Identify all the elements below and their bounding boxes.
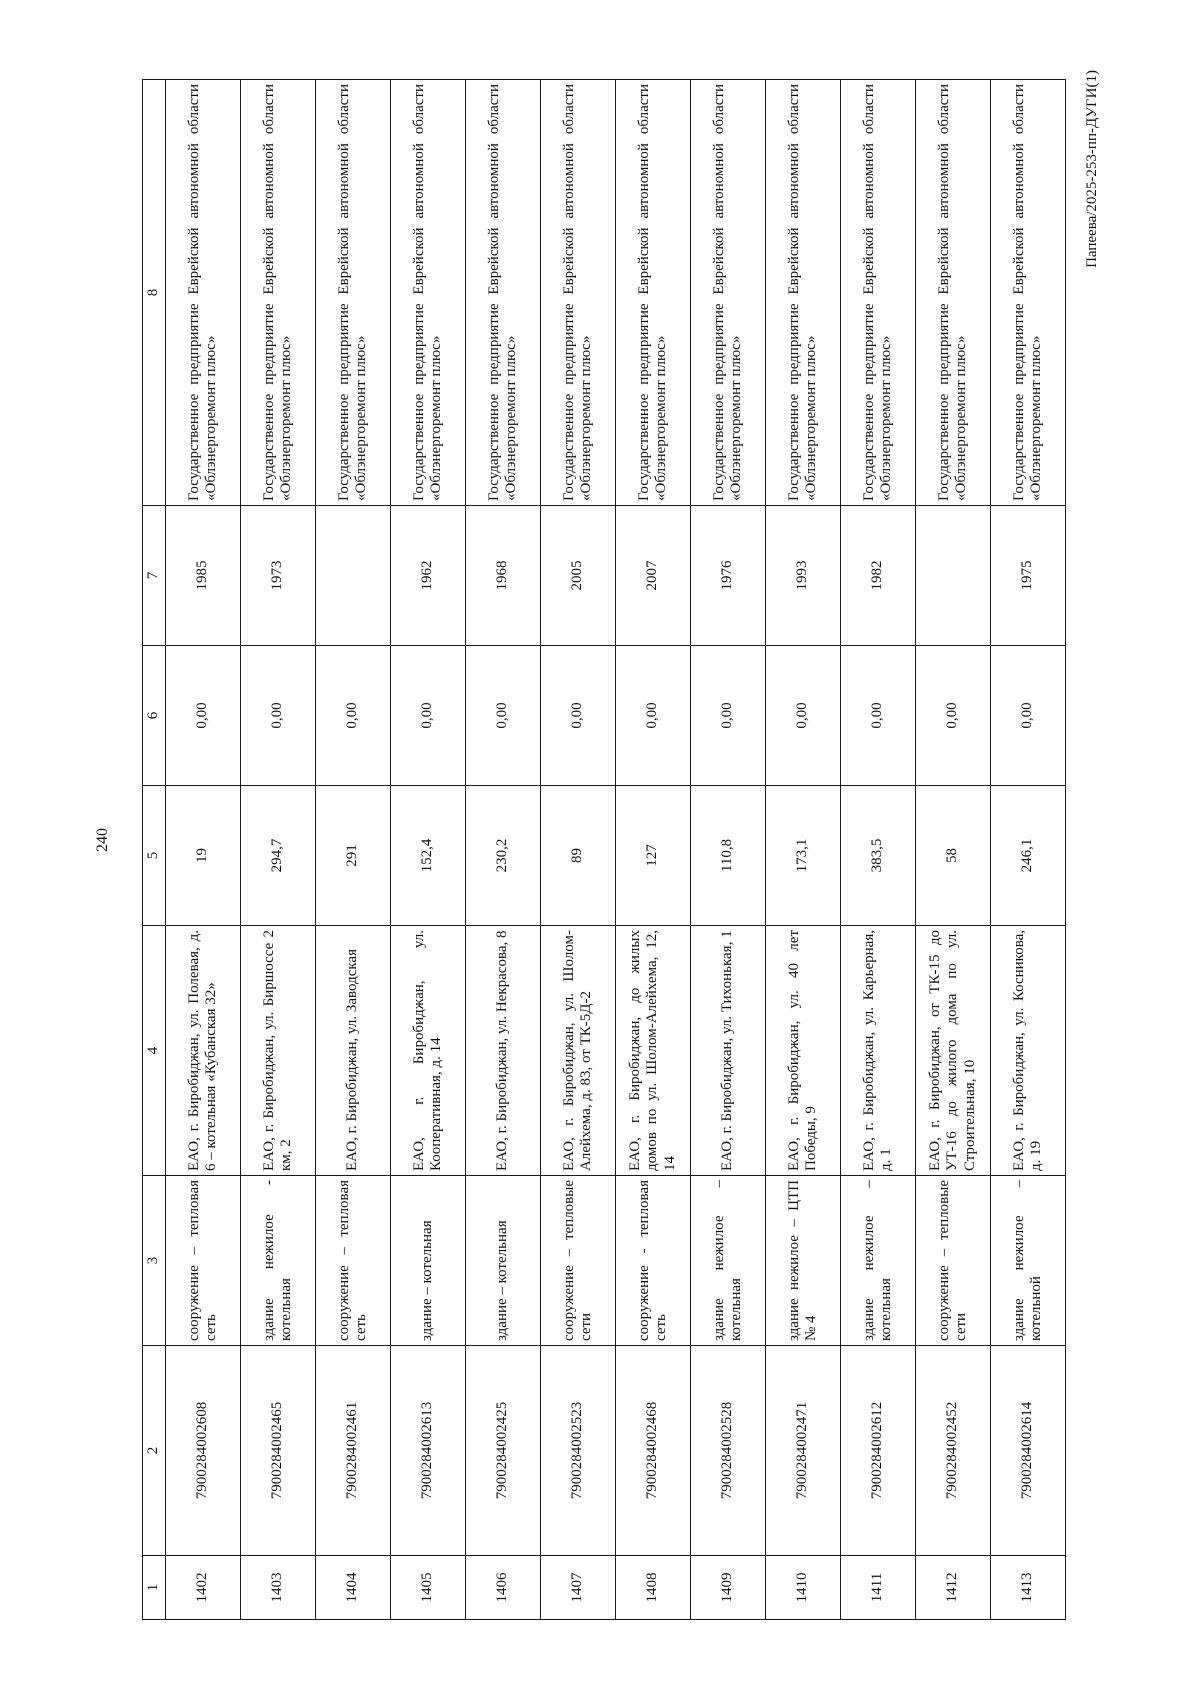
row-number-cell: 1410: [766, 1556, 841, 1620]
address-cell: ЕАО, г. Биробиджан, ул. Карьерная, д. 1: [841, 926, 916, 1176]
table-row: [616, 80, 691, 1620]
address-cell: ЕАО, г. Биробиджан, ул. Заводская: [316, 926, 391, 1176]
row-number-cell: 1411: [841, 1556, 916, 1620]
row-number-cell: 1408: [616, 1556, 691, 1620]
year-cell: 1973: [241, 506, 316, 646]
column-number: 2: [143, 1346, 166, 1556]
value-cell: 0,00: [691, 646, 766, 786]
row-number-cell: 1404: [316, 1556, 391, 1620]
object-type-cell: здание нежилое - котельная: [241, 1176, 316, 1346]
address-cell: ЕАО, г. Биробиджан, ул. Некрасова, 8: [466, 926, 541, 1176]
address-cell: ЕАО, г. Биробиджан, ул. Кооперативная, д. 14: [391, 926, 466, 1176]
table-row: [166, 80, 241, 1620]
year-cell: 1985: [166, 506, 241, 646]
cadastral-number-cell: 7900284002528: [691, 1346, 766, 1556]
value-cell: 0,00: [841, 646, 916, 786]
table-row: [541, 80, 616, 1620]
value-cell: 0,00: [166, 646, 241, 786]
holder-cell: Государственное предприятие Еврейской автономной области «Облэнергоремонт плюс»: [241, 80, 316, 506]
column-number: 5: [143, 786, 166, 926]
object-type-cell: сооружение – тепловая сеть: [166, 1176, 241, 1346]
object-type-cell: сооружение – тепловая сеть: [316, 1176, 391, 1346]
year-cell: 1976: [691, 506, 766, 646]
cadastral-number-cell: 7900284002523: [541, 1346, 616, 1556]
holder-cell: Государственное предприятие Еврейской автономной области «Облэнергоремонт плюс»: [916, 80, 991, 506]
rotated-page: [94, 60, 1100, 1620]
area-or-length-cell: 89: [541, 786, 616, 926]
address-cell: ЕАО, г. Биробиджан, ул. Тихонькая, 1: [691, 926, 766, 1176]
object-type-cell: здание нежилое – котельная: [841, 1176, 916, 1346]
value-cell: 0,00: [466, 646, 541, 786]
object-type-cell: сооружение - тепловая сеть: [616, 1176, 691, 1346]
cadastral-number-cell: 7900284002613: [391, 1346, 466, 1556]
value-cell: 0,00: [241, 646, 316, 786]
table-row: [391, 80, 466, 1620]
holder-cell: Государственное предприятие Еврейской автономной области «Облэнергоремонт плюс»: [166, 80, 241, 506]
address-cell: ЕАО, г. Биробиджан, ул. Полевая, д. 6 – котельная «Кубанская 32»: [166, 926, 241, 1176]
row-number-cell: 1402: [166, 1556, 241, 1620]
page-number: 240: [94, 828, 111, 852]
area-or-length-cell: 294,7: [241, 786, 316, 926]
holder-cell: Государственное предприятие Еврейской автономной области «Облэнергоремонт плюс»: [316, 80, 391, 506]
table-row: [766, 80, 841, 1620]
column-number: 1: [143, 1556, 166, 1620]
year-cell: 2005: [541, 506, 616, 646]
row-number-cell: 1412: [916, 1556, 991, 1620]
holder-cell: Государственное предприятие Еврейской автономной области «Облэнергоремонт плюс»: [616, 80, 691, 506]
object-type-cell: здание нежилое – котельная: [691, 1176, 766, 1346]
table-row: [316, 80, 391, 1620]
holder-cell: Государственное предприятие Еврейской автономной области «Облэнергоремонт плюс»: [766, 80, 841, 506]
value-cell: 0,00: [316, 646, 391, 786]
address-cell: ЕАО, г. Биробиджан, ул. Шолом-Алейхема, д. 83, от ТК-5Д-2: [541, 926, 616, 1176]
year-cell: 1968: [466, 506, 541, 646]
table-header-row: [143, 80, 166, 1620]
area-or-length-cell: 58: [916, 786, 991, 926]
document-reference: Папеева/2025-253-пп-ДУГИ(1): [1084, 70, 1100, 268]
row-number-cell: 1409: [691, 1556, 766, 1620]
table-row: [991, 80, 1066, 1620]
registry-table: [142, 79, 1066, 1620]
area-or-length-cell: 230,2: [466, 786, 541, 926]
cadastral-number-cell: 7900284002614: [991, 1346, 1066, 1556]
table-row: [841, 80, 916, 1620]
address-cell: ЕАО, г. Биробиджан, ул. Косникова, д. 19: [991, 926, 1066, 1176]
object-type-cell: сооружение – тепловые сети: [916, 1176, 991, 1346]
holder-cell: Государственное предприятие Еврейской автономной области «Облэнергоремонт плюс»: [691, 80, 766, 506]
object-type-cell: здание – котельная: [391, 1176, 466, 1346]
year-cell: 1962: [391, 506, 466, 646]
cadastral-number-cell: 7900284002461: [316, 1346, 391, 1556]
year-cell: 1993: [766, 506, 841, 646]
area-or-length-cell: 291: [316, 786, 391, 926]
year-cell: [916, 506, 991, 646]
value-cell: 0,00: [916, 646, 991, 786]
year-cell: 1982: [841, 506, 916, 646]
column-number: 4: [143, 926, 166, 1176]
row-number-cell: 1413: [991, 1556, 1066, 1620]
table-row: [466, 80, 541, 1620]
area-or-length-cell: 152,4: [391, 786, 466, 926]
cadastral-number-cell: 7900284002452: [916, 1346, 991, 1556]
cadastral-number-cell: 7900284002425: [466, 1346, 541, 1556]
object-type-cell: здание нежилое – ЦТП № 4: [766, 1176, 841, 1346]
table-row: [241, 80, 316, 1620]
address-cell: ЕАО, г. Биробиджан, от ТК-15 до УТ-16 до жилого дома по ул. Строительная, 10: [916, 926, 991, 1176]
value-cell: 0,00: [766, 646, 841, 786]
area-or-length-cell: 19: [166, 786, 241, 926]
area-or-length-cell: 110,8: [691, 786, 766, 926]
row-number-cell: 1403: [241, 1556, 316, 1620]
column-number: 7: [143, 506, 166, 646]
year-cell: 2007: [616, 506, 691, 646]
value-cell: 0,00: [541, 646, 616, 786]
address-cell: ЕАО, г. Биробиджан, ул. 40 лет Победы, 9: [766, 926, 841, 1176]
area-or-length-cell: 127: [616, 786, 691, 926]
object-type-cell: здание нежилое – котельной: [991, 1176, 1066, 1346]
year-cell: [316, 506, 391, 646]
holder-cell: Государственное предприятие Еврейской автономной области «Облэнергоремонт плюс»: [991, 80, 1066, 506]
column-number: 8: [143, 80, 166, 506]
area-or-length-cell: 383,5: [841, 786, 916, 926]
table-row: [691, 80, 766, 1620]
object-type-cell: здание – котельная: [466, 1176, 541, 1346]
area-or-length-cell: 173,1: [766, 786, 841, 926]
cadastral-number-cell: 7900284002465: [241, 1346, 316, 1556]
holder-cell: Государственное предприятие Еврейской автономной области «Облэнергоремонт плюс»: [391, 80, 466, 506]
address-cell: ЕАО, г. Биробиджан, до жилых домов по ул. Шолом-Алейхема, 12, 14: [616, 926, 691, 1176]
value-cell: 0,00: [391, 646, 466, 786]
object-type-cell: сооружение – тепловые сети: [541, 1176, 616, 1346]
area-or-length-cell: 246,1: [991, 786, 1066, 926]
holder-cell: Государственное предприятие Еврейской автономной области «Облэнергоремонт плюс»: [466, 80, 541, 506]
holder-cell: Государственное предприятие Еврейской автономной области «Облэнергоремонт плюс»: [841, 80, 916, 506]
address-cell: ЕАО, г. Биробиджан, ул. Биршоссе 2 км, 2: [241, 926, 316, 1176]
row-number-cell: 1406: [466, 1556, 541, 1620]
cadastral-number-cell: 7900284002612: [841, 1346, 916, 1556]
row-number-cell: 1407: [541, 1556, 616, 1620]
cadastral-number-cell: 7900284002471: [766, 1346, 841, 1556]
row-number-cell: 1405: [391, 1556, 466, 1620]
year-cell: 1975: [991, 506, 1066, 646]
value-cell: 0,00: [991, 646, 1066, 786]
column-number: 3: [143, 1176, 166, 1346]
holder-cell: Государственное предприятие Еврейской автономной области «Облэнергоремонт плюс»: [541, 80, 616, 506]
cadastral-number-cell: 7900284002608: [166, 1346, 241, 1556]
value-cell: 0,00: [616, 646, 691, 786]
table-row: [916, 80, 991, 1620]
column-number: 6: [143, 646, 166, 786]
cadastral-number-cell: 7900284002468: [616, 1346, 691, 1556]
